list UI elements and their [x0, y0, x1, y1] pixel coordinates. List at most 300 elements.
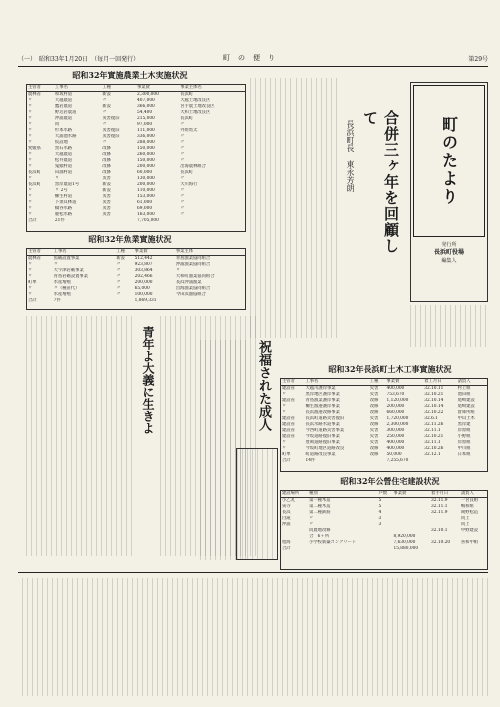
table-cell: 〃: [180, 194, 185, 199]
column-header: 主管者: [281, 379, 305, 386]
table-cell: 〃: [116, 280, 121, 285]
table-cell: 青島漁業護岸事業: [305, 398, 340, 403]
table-cell: 7,705,000: [137, 218, 159, 223]
table-cell: 〃: [180, 158, 185, 163]
table-cell: 〃: [180, 140, 185, 145]
table-cell: 〃: [180, 134, 185, 139]
table-cell: 〃: [28, 134, 33, 139]
table-cell: 15,880,000: [393, 546, 419, 551]
table-cell: 災害: [102, 200, 111, 205]
column-header: 主管者: [27, 249, 53, 256]
table-cell: 橋谷水路: [54, 206, 73, 211]
column-header: 事業費: [134, 249, 175, 256]
table-cell: 改修: [102, 146, 111, 151]
table-cell: 923,807: [134, 262, 153, 267]
table-cell: 〃 2号: [54, 188, 68, 193]
table-cell: 長浜町: [180, 116, 194, 121]
table-cell: 青島岩礁設置事業: [53, 274, 89, 279]
table-cell: 32.11.1: [424, 440, 441, 445]
header-title: 町の便り: [223, 54, 283, 62]
table-cell: 岸原組: [457, 440, 471, 445]
table-cell: 大浦池水路: [54, 134, 77, 139]
table-cell: [101, 218, 136, 224]
agri-table-title: 昭和32年實施農業土木実施状況: [72, 70, 188, 80]
table-cell: 嶋和組: [460, 504, 474, 509]
table-cell: 111,000: [137, 128, 155, 133]
table-cell: 今坂町地区道路改良: [305, 446, 345, 451]
housing-table-title: 昭和32年公營住宅建設状況: [340, 476, 440, 486]
article-body-right: [410, 305, 486, 347]
table-cell: 2,300,000: [386, 422, 409, 427]
table-cell: 〃: [28, 152, 33, 157]
table-cell: 5: [378, 504, 382, 509]
table-cell: 同上: [460, 522, 470, 527]
table-cell: [457, 458, 487, 464]
civil-table: [280, 378, 488, 472]
table-cell: 櫛生漁港護岸事業: [305, 404, 340, 409]
column-header: 工事名: [53, 249, 116, 256]
table-cell: 〃: [180, 188, 185, 193]
table-cell: 200,000: [134, 280, 153, 285]
table-cell: 下須貝林道: [54, 200, 77, 205]
masthead: [410, 82, 488, 302]
header-rule: [18, 66, 488, 67]
table-cell: 400,000: [386, 386, 405, 391]
table-cell: 〃: [180, 200, 185, 205]
table-cell: 〃: [282, 446, 287, 451]
table-cell: 54,400: [137, 110, 153, 115]
masthead-logo: [413, 85, 485, 237]
table-cell: 長浜町: [28, 182, 41, 187]
table-cell: 〃: [28, 104, 33, 109]
table-cell: 7,255,670: [386, 458, 409, 463]
header-date: （一） 昭和33年1月20日 （毎月一回発行）: [18, 55, 140, 63]
table-cell: 〃: [282, 440, 287, 445]
table-cell: [369, 458, 386, 464]
table-cell: 〃: [28, 188, 33, 193]
table-cell: 小学校新築コンクリート: [309, 540, 357, 545]
table-cell: 〃: [53, 262, 58, 267]
table-cell: 寅寺: [282, 504, 291, 509]
table-cell: 32.11.9: [431, 510, 448, 515]
table-cell: 260,000: [137, 152, 155, 157]
column-header: 種別: [308, 491, 377, 498]
table-cell: 今田浜漁協組合: [175, 292, 206, 297]
table-cell: 〃: [28, 122, 33, 127]
table-cell: 仮設地: [54, 140, 68, 145]
table-cell: 災害: [102, 176, 111, 181]
table-cell: 田淵村道: [54, 170, 73, 175]
table-cell: 水産増殖: [53, 292, 71, 297]
table-cell: 鷹岩農道: [54, 104, 73, 109]
table-cell: 大和土地改良区: [180, 110, 211, 115]
table-cell: 〃: [282, 410, 287, 415]
page-header: [18, 52, 488, 64]
table-cell: 改修: [102, 164, 111, 169]
table-cell: 660,000: [386, 410, 405, 415]
table-cell: 〃: [28, 286, 33, 291]
table-cell: 小乙丸: [282, 498, 295, 503]
table-cell: 〃: [282, 404, 287, 409]
table-cell: 黒岸農道1号: [54, 182, 80, 187]
column-header: 着工月日: [423, 379, 456, 386]
table-cell: 災害: [369, 434, 379, 439]
table-cell: 災害: [102, 194, 111, 199]
editor-label: 編集人: [441, 258, 457, 264]
table-cell: 32.10.1: [431, 528, 448, 533]
table-cell: 〃: [28, 262, 33, 267]
table-cell: 改修: [102, 170, 111, 175]
table-cell: 〃: [28, 98, 33, 103]
table-cell: 〃: [175, 268, 181, 273]
table-cell: 大和町漁業協同組合: [175, 274, 215, 279]
table-row: [281, 458, 487, 464]
table-cell: 新設: [116, 256, 125, 261]
table-cell: 215,000: [137, 116, 155, 121]
table-cell: 〃: [180, 212, 185, 217]
table-cell: 〃: [28, 110, 33, 115]
table-cell: [115, 298, 133, 304]
table-cell: 4: [378, 510, 382, 515]
article-body-left-1: [26, 316, 136, 556]
table-cell: 400,000: [386, 446, 405, 451]
table-cell: 〃: [180, 122, 185, 127]
table-cell: 〃: [28, 158, 33, 163]
table-cell: 〃（種苗代）: [53, 286, 80, 291]
table-cell: 同上: [460, 516, 470, 521]
table-cell: 災害: [369, 392, 379, 397]
table-cell: 長浜町道路災害復旧: [305, 416, 345, 421]
table-cell: 魚礁設置事業: [53, 256, 80, 261]
table-cell: 長浜町: [180, 170, 194, 175]
table-cell: 7,630,000: [393, 540, 416, 545]
table-cell: 改修: [369, 446, 379, 451]
table-cell: [423, 458, 456, 464]
table-cell: 〃: [116, 286, 121, 291]
table-cell: 〃: [180, 146, 185, 151]
seijin-sidebar: [236, 448, 278, 560]
table-cell: 〃: [180, 176, 185, 181]
table-cell: 合計: [282, 458, 291, 463]
table-cell: [460, 546, 487, 552]
table-cell: 60,000: [137, 170, 153, 175]
table-cell: 200,000: [137, 182, 155, 187]
table-cell: 163,000: [137, 212, 155, 217]
table-cell: 32.10.11: [424, 386, 444, 391]
table-cell: 農林省: [28, 92, 41, 97]
table-cell: 出海農林組合: [180, 164, 206, 169]
table-cell: 沖浦漁業協同組合: [175, 262, 211, 267]
column-header: 事業主体名: [179, 85, 245, 92]
table-cell: 災害復旧: [102, 116, 120, 121]
table-cell: 合計: [28, 298, 37, 303]
table-cell: 336,000: [137, 134, 155, 139]
table-cell: 大宇津岩礁事業: [53, 268, 84, 273]
table-cell: 3: [378, 522, 382, 527]
table-cell: 長浜沖浦漁業: [175, 280, 202, 285]
table-cell: 和坂村道: [54, 92, 73, 97]
table-cell: 同: [54, 122, 60, 127]
table-cell: [175, 298, 245, 304]
seijin-title: 祝福された成人: [256, 340, 271, 431]
table-cell: 32.11.1: [424, 428, 441, 433]
table-cell: 32.10.21: [424, 434, 444, 439]
table-cell: 〃: [28, 194, 33, 199]
column-header: 請負人: [457, 379, 487, 386]
table-cell: 〃: [309, 522, 314, 527]
table-cell: 32.6.1: [424, 416, 438, 421]
table-cell: 建設省: [282, 428, 295, 433]
article-body-merger-1: [296, 78, 338, 338]
table-cell: 3: [378, 516, 382, 521]
table-cell: 改修: [369, 452, 379, 457]
table-cell: 災害復旧: [102, 134, 120, 139]
fish-table-title: 昭和32年魚業實施状況: [88, 234, 172, 244]
table-cell: 鬼頭村道: [54, 164, 73, 169]
table-cell: 100,000: [134, 292, 153, 297]
table-cell: 松井農道: [54, 158, 73, 163]
table-cell: 災害: [369, 428, 379, 433]
table-cell: [179, 218, 245, 224]
publisher-name: 長浜町役場: [433, 249, 464, 256]
table-cell: 〃: [116, 292, 121, 297]
table-cell: 沖浦: [282, 522, 291, 527]
table-cell: 200,000: [386, 404, 405, 409]
table-cell: 黒石水路: [54, 146, 73, 151]
table-cell: 〃: [102, 122, 107, 127]
article-body-merger-2: [250, 78, 294, 338]
table-cell: 喜和中組: [460, 540, 479, 545]
table-cell: 新設: [102, 182, 111, 187]
table-cell: 97,000: [137, 122, 153, 127]
table-cell: 黒岸地区護岸事業: [305, 392, 340, 397]
table-cell: 改修: [102, 152, 111, 157]
column-header: 工事名: [305, 379, 369, 386]
table-cell: 32.10.14: [424, 404, 444, 409]
table-cell: 〃: [116, 274, 121, 279]
table-row: [281, 546, 487, 552]
table-cell: 長浜水路水道事業: [305, 422, 340, 427]
table-cell: 512,442: [134, 256, 153, 261]
table-cell: 〃: [28, 140, 33, 145]
table-cell: 櫛生村道: [54, 194, 73, 199]
headline-title: 合併三ヶ年を回顧して: [361, 110, 400, 254]
table-cell: 〃: [102, 110, 107, 115]
table-cell: 〃: [54, 176, 60, 181]
table-cell: 改修: [369, 422, 379, 427]
table-cell: 69,000: [137, 206, 153, 211]
table-cell: 同農地改修: [309, 528, 331, 533]
table-cell: 建設省: [282, 422, 295, 427]
table-cell: 改修: [369, 398, 379, 403]
table-row: [27, 298, 245, 304]
table-cell: 303,864: [134, 268, 153, 273]
table-cell: 300,000: [386, 428, 405, 433]
column-header: 事業主体: [175, 249, 245, 256]
table-cell: 32.10.22: [424, 410, 444, 415]
table-cell: 大越土地改良区: [180, 98, 211, 103]
table-cell: 〃: [282, 392, 287, 397]
column-header: 請負人: [460, 491, 487, 498]
table-cell: 130,000: [137, 176, 155, 181]
table-cell: 黒岸建: [457, 422, 471, 427]
column-header: 工種: [101, 85, 136, 92]
table-cell: 杉本水路: [54, 128, 73, 133]
table-cell: 尾崎建設: [457, 398, 475, 403]
table-cell: 32.11.26: [424, 422, 444, 427]
table-cell: 倉庫所組: [457, 410, 475, 415]
table-cell: 407,000: [137, 98, 155, 103]
table-total-row: [27, 218, 245, 224]
column-header: 事業費: [386, 379, 424, 386]
table-cell: 21件: [54, 218, 65, 223]
table-cell: 61,000: [137, 200, 153, 205]
table-cell: 災害: [102, 212, 111, 217]
table-cell: 青島漁業協同組合: [175, 256, 211, 261]
table-cell: 宮手農土地改良区: [180, 104, 215, 109]
table-cell: 32.11.1: [431, 504, 448, 509]
table-cell: 150,000: [137, 146, 155, 151]
seinen-title: 青年よ大義に生きよ: [141, 326, 155, 434]
table-cell: 大越農道: [54, 152, 73, 157]
table-cell: 〃: [28, 212, 33, 217]
table-cell: 池田組: [457, 392, 471, 397]
table-cell: 鹿松水路: [54, 212, 73, 217]
table-cell: 200,000: [137, 164, 155, 169]
table-cell: 合計: [28, 218, 37, 223]
table-cell: 合 6ヶ所: [309, 534, 329, 539]
table-cell: 110,000: [137, 188, 155, 193]
table-cell: 町単: [282, 452, 291, 457]
table-cell: 〃: [28, 176, 33, 181]
table-cell: 改修: [369, 410, 379, 415]
table-cell: 8,920,000: [393, 534, 416, 539]
table-cell: 〃: [28, 292, 33, 297]
table-cell: 災害: [102, 206, 111, 211]
table-cell: 災害: [369, 386, 379, 391]
table-cell: 65,000: [134, 286, 150, 291]
table-cell: 災害: [369, 440, 379, 445]
table-cell: 32.10.21: [424, 392, 444, 397]
housing-table: [280, 490, 488, 570]
agri-table: [26, 84, 246, 232]
table-cell: 1,120,000: [386, 398, 409, 403]
table-cell: 5: [378, 498, 382, 503]
table-cell: 大越農道: [54, 98, 73, 103]
column-header: 工事名: [54, 85, 101, 92]
table-cell: 32.10.20: [431, 540, 451, 545]
column-header: 事業費: [136, 85, 179, 92]
table-cell: 改修: [102, 158, 111, 163]
table-cell: 建設省: [282, 398, 295, 403]
civil-table-title: 昭和32年長浜町土木工事實施状況: [328, 364, 452, 374]
table-cell: 愛媛県: [28, 146, 41, 151]
table-cell: 中野建設: [460, 528, 479, 533]
column-header: 工種: [369, 379, 386, 386]
table-cell: 町単: [28, 280, 37, 285]
table-cell: 32.11.9: [431, 498, 448, 503]
table-cell: 〃: [102, 98, 107, 103]
table-cell: 改修: [369, 404, 379, 409]
table-cell: [378, 546, 393, 552]
table-cell: 〃: [28, 164, 33, 169]
table-cell: 250,000: [386, 434, 405, 439]
header-issue: 第29号: [468, 55, 489, 63]
masthead-publisher: [411, 241, 487, 265]
headline-author: 長浜町長 東永芳朗: [346, 120, 355, 192]
table-cell: 一宮良組: [460, 498, 479, 503]
table-cell: 水産増殖: [53, 280, 71, 285]
table-cell: 〃: [28, 274, 33, 279]
fish-table: [26, 248, 246, 310]
table-cell: 尾崎建設: [457, 404, 475, 409]
table-cell: 〃: [116, 262, 121, 267]
table-cell: 旭海: [282, 540, 291, 545]
masthead-title: 町のたより: [439, 116, 459, 206]
table-cell: 岸原組: [457, 428, 471, 433]
table-cell: 400,000: [386, 440, 405, 445]
bottom-rule: [18, 572, 488, 573]
column-header: 建設場所: [281, 491, 308, 498]
table-cell: 第一種木造: [309, 498, 331, 503]
table-cell: 町道路改良事業: [305, 452, 336, 457]
table-cell: 〃: [28, 116, 33, 121]
article-body-bottom: [22, 578, 488, 696]
table-cell: 大越川護岸事業: [305, 386, 336, 391]
table-cell: 小野組: [457, 434, 471, 439]
table-cell: 合計: [282, 546, 291, 551]
table-cell: 32.10.14: [424, 398, 444, 403]
table-cell: 長浜町: [28, 170, 41, 175]
table-cell: 〃: [180, 206, 185, 211]
table-cell: 建設省: [282, 434, 295, 439]
table-cell: 〃: [28, 128, 33, 133]
table-cell: 366,000: [137, 104, 155, 109]
column-header: 着手月日: [430, 491, 460, 498]
table-cell: 2,300,000: [137, 92, 159, 97]
table-cell: [308, 546, 377, 552]
column-header: 工種: [115, 249, 133, 256]
table-cell: 豊岡道路復旧事業: [305, 440, 340, 445]
table-cell: 50,000: [386, 452, 402, 457]
table-cell: 〃: [28, 200, 33, 205]
table-cell: 村上組: [457, 386, 471, 391]
table-cell: 1,869,331: [134, 298, 157, 303]
table-cell: 32.10.26: [424, 446, 444, 451]
table-cell: 農林省: [28, 256, 41, 261]
table-cell: 1,720,000: [386, 416, 409, 421]
table-cell: 新設: [102, 104, 111, 109]
table-cell: 今坂道路復旧事業: [305, 434, 340, 439]
table-cell: 出海漁業協同組合: [175, 286, 211, 291]
table-cell: 沖浦農道: [54, 116, 73, 121]
table-cell: 外垣馬太: [180, 128, 198, 133]
table-cell: 153,000: [137, 194, 155, 199]
table-cell: 〃: [28, 268, 33, 273]
publisher-label: 発行所: [441, 242, 457, 248]
table-cell: 〃: [309, 516, 314, 521]
table-cell: 753,670: [386, 392, 405, 397]
table-cell: 中川組: [457, 446, 471, 451]
table-cell: 日本組: [457, 452, 471, 457]
table-cell: 〃: [116, 268, 121, 273]
column-header: 事業費: [392, 491, 430, 498]
table-cell: 災害復旧: [102, 128, 120, 133]
table-cell: 野辺岩農道: [54, 110, 77, 115]
table-cell: 長浜: [282, 510, 291, 515]
table-cell: 中山土木: [457, 416, 475, 421]
table-cell: 建設省: [282, 386, 295, 391]
